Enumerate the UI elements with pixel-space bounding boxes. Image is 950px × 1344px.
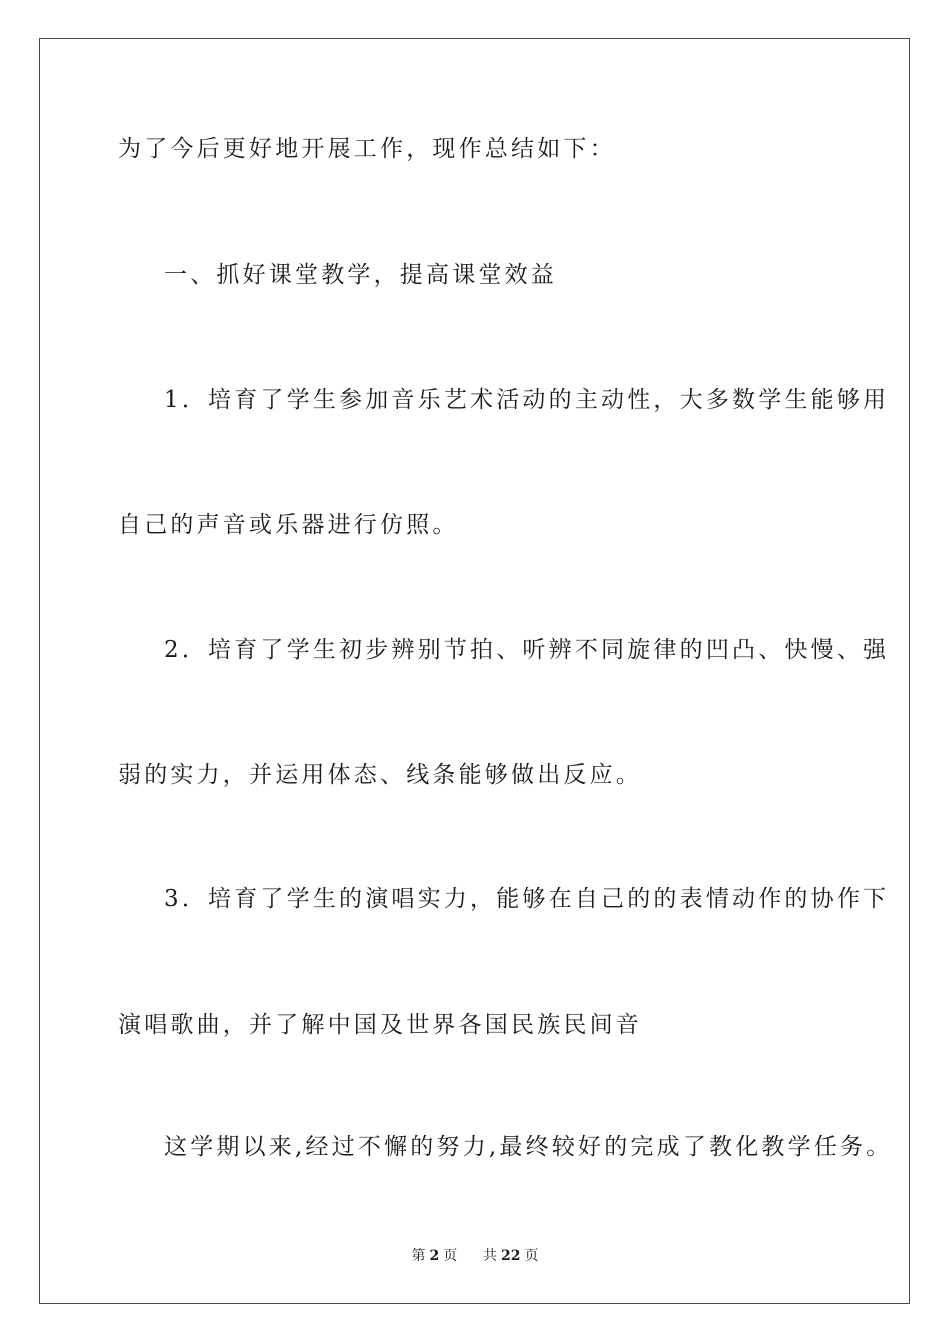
body-line-8: 演唱歌曲，并了解中国及世界各国民族民间音 (118, 1012, 642, 1038)
body-line-6: 弱的实力，并运用体态、线条能够做出反应。 (118, 762, 642, 788)
page-indicator: 第 2 页 (411, 1248, 458, 1264)
body-line-4: 自己的声音或乐器进行仿照。 (118, 512, 459, 538)
body-line-5: 2．培育了学生初步辨别节拍、听辨不同旋律的凹凸、快慢、强 (164, 637, 890, 663)
body-line-9: 这学期以来,经过不懈的努力,最终较好的完成了教化教学任务。 (164, 1134, 893, 1160)
page-footer (0, 1245, 950, 1265)
body-line-3: 1．培育了学生参加音乐艺术活动的主动性，大多数学生能够用 (164, 387, 890, 413)
total-pages: 共 22 页 (483, 1248, 539, 1264)
section-heading: 一、抓好课堂教学，提高课堂效益 (164, 262, 557, 288)
page-frame (39, 38, 910, 1304)
body-line-1: 为了今后更好地开展工作，现作总结如下： (118, 136, 616, 162)
body-line-7: 3．培育了学生的演唱实力，能够在自己的的表情动作的协作下 (164, 886, 890, 912)
